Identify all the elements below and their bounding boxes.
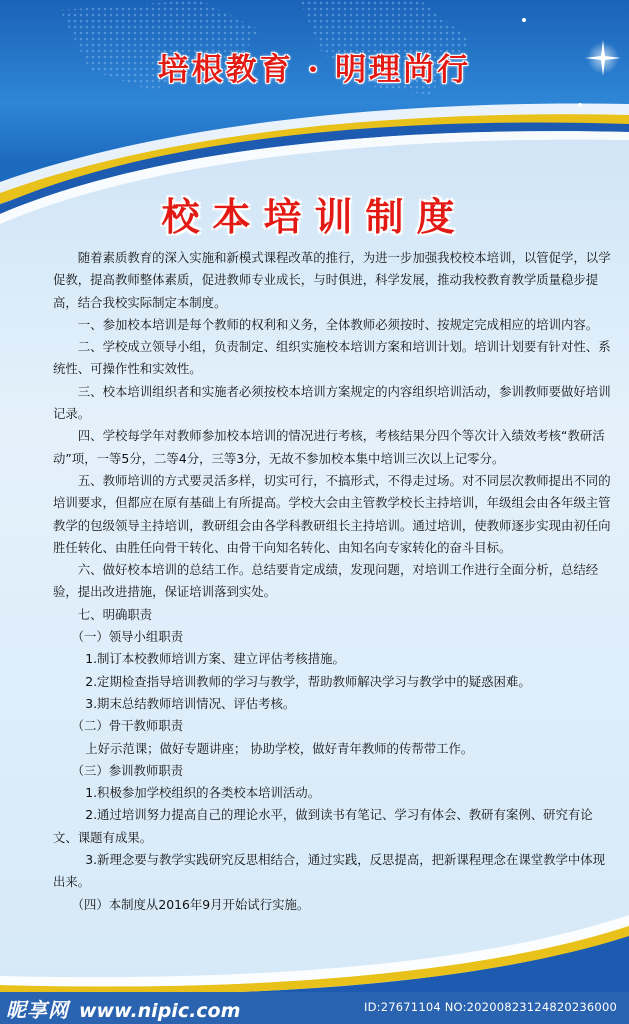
core-teacher-duties: 上好示范课；做好专题讲座； 协助学校，做好青年教师的传帮带工作。 [85,740,474,756]
leadership-item-2: 2.定期检查指导培训教师的学习与教学，帮助教师解决学习与教学中的疑惑困难。 [85,673,531,689]
document-title: 校本培训制度 [161,194,468,239]
watermark-brand: 昵享网 [6,998,69,1022]
clause-1: 一、参加校本培训是每个教师的权利和义务，全体教师必须按时、按规定完成相应的培训内容。 [77,316,599,332]
section-trainee-heading: （三）参训教师职责 [71,762,184,778]
leadership-item-1: 1.制订本校教师培训方案、建立评估考核措施。 [85,651,345,667]
slogan-banner: 培根教育 · 明理尚行 [157,52,472,88]
section-leadership-heading: （一）领导小组职责 [71,629,184,645]
clause-5: 五、教师培训的方式要灵活多样，切实可行，不搞形式，不得走过场。对不同层次教师提出不同的培训要求，但都应在原有基础上有所提高。学校大会由主管教学校长主持培训，年级组会由各年级主管教学的包级领导主持培训，教研组会由各学科教研组长主持培训。通过培训，使教师逐步实现由初任向胜任转化、由胜任向骨干转化、由骨干向知名转化、由知名向专家转化的奋斗目标。 [53,472,611,555]
leadership-item-3: 3.期末总结教师培训情况、评估考核。 [85,695,296,711]
document-body [53,247,613,916]
intro-paragraph: 随着素质教育的深入实施和新模式课程改革的推行，为进一步加强我校校本培训，以管促学，以学促教，提高教师整体素质，促进教师专业成长，与时俱进，科学发展，推动我校教育教学质量稳步提高，结合我校实际制定本制度。 [53,250,611,310]
trainee-item-1: 1.积极参加学校组织的各类校本培训活动。 [85,785,321,801]
watermark-logo [6,994,240,1023]
clause-3: 三、校本培训组织者和实施者必须按校本培训方案规定的内容组织培训活动，参训教师要做好培训记录。 [53,383,611,422]
clause-4: 四、学校每学年对教师参加校本培训的情况进行考核，考核结果分四个等次计入绩效考核“教研活动”项，一等5分，二等4分，三等3分，无故不参加校本集中培训三次以上记零分。 [53,428,605,466]
trainee-item-2: 2.通过培训努力提高自己的理论水平，做到读书有笔记、学习有体会、教研有案例、研究有论文、课题有成果。 [53,807,593,845]
trainee-item-3: 3.新理念要与教学实践研究反思相结合，通过实践，反思提高，把新课程理念在课堂教学中体现出来。 [53,852,606,890]
effective-date: （四）本制度从2016年9月开始试行实施。 [71,896,310,912]
watermark-url: www.nipic.com [79,1000,241,1022]
clause-7-heading: 七、明确职责 [77,606,153,622]
clause-2: 二、学校成立领导小组，负责制定、组织实施校本培训方案和培训计划。培训计划要有针对性、系统性、可操作性和实效性。 [53,339,611,377]
clause-6: 六、做好校本培训的总结工作。总结要肯定成绩，发现问题，对培训工作进行全面分析，总结经验，提出改进措施，保证培训落到实处。 [53,562,599,600]
watermark-id: ID:27671104 NO:20200823124820236000 [364,1000,617,1014]
section-core-teacher-heading: （二）骨干教师职责 [71,718,184,734]
